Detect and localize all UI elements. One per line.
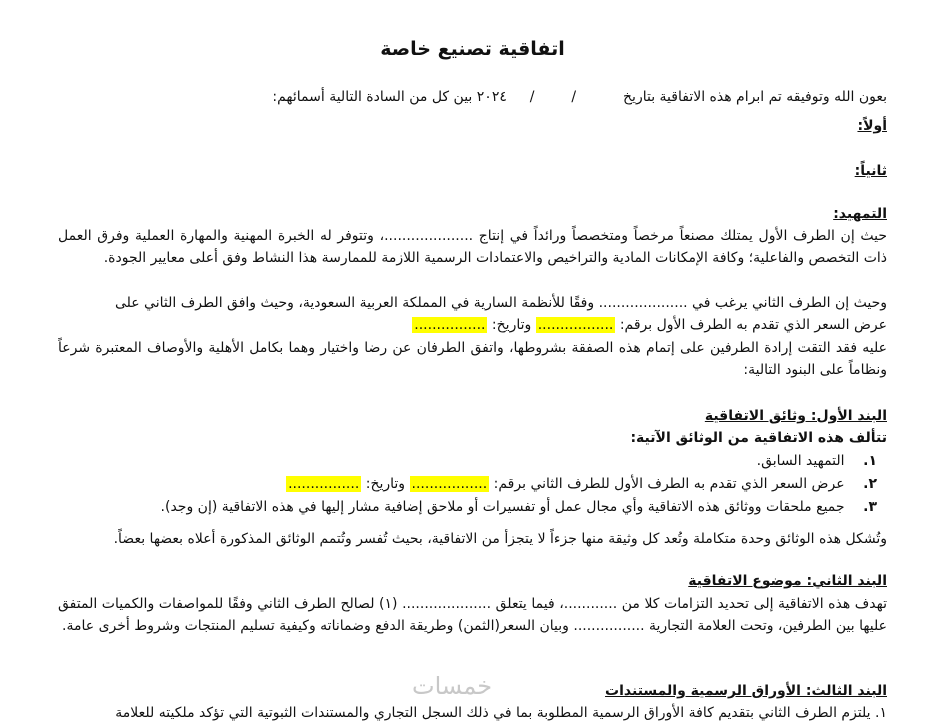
preamble-paragraph-1: حيث إن الطرف الأول يمتلك مصنعاً مرخصاً ومتخصصاً ورائداً في إنتاج ....................، وتتوفر له الخبرة المهنية والمهارة العملية وفرق العمل ذات التخصص والفاعلية؛ وكافة الإمكانات المادية والتراخيص والاعتمادات الرسمية اللازمة للممارسة هذا النشاط وفق أعلى معايير الجودة. — [58, 228, 887, 266]
intro-line — [58, 86, 887, 108]
clause1-offer-date-field: ................ — [288, 476, 360, 492]
intro-slash-2: / — [529, 89, 535, 105]
clause1-closing: وتُشكل هذه الوثائق وحدة متكاملة وتُعد كل وثيقة منها جزءاً لا يتجزأ من الاتفاقية، بحيث تُفسر وتُتمم الوثائق المذكورة أعلاه بعضها بعضاً. — [113, 531, 887, 547]
clause1-item-1 — [58, 450, 877, 472]
watermark-logo: خمسات — [412, 672, 493, 700]
clause1-item-number: ١. — [863, 453, 877, 469]
clause1-item-text: التمهيد السابق. — [756, 453, 845, 469]
clause3-heading: البند الثالث: الأوراق الرسمية والمستندات — [605, 683, 887, 699]
clause1-item-number: ٢. — [863, 476, 877, 492]
party-second-label: ثانياً: — [854, 163, 887, 179]
clause1-heading: البند الأول: وثائق الاتفاقية — [704, 408, 887, 424]
clause1-item-text: عرض السعر الذي تقدم به الطرف الأول للطرف الثاني برقم: — [493, 476, 845, 492]
preamble-offer-date-field: ................ — [414, 317, 486, 333]
preamble-paragraph-2: وحيث إن الطرف الثاني يرغب في .................... وفقًا للأنظمة السارية في المملكة العربية السعودية، وحيث وافق الطرف الثاني على — [114, 295, 887, 311]
preamble-offer-number-field: ................. — [537, 317, 614, 333]
party-first-label: أولاً: — [857, 118, 887, 134]
clause1-item-2 — [58, 473, 877, 495]
clause1-subheading: تتألف هذه الاتفاقية من الوثائق الآتية: — [630, 430, 887, 446]
clause3-paragraph: ١. يلتزم الطرف الثاني بتقديم كافة الأوراق الرسمية المطلوبة بما في ذلك السجل التجاري والمستندات الثبوتية التي تؤكد ملكيته للعلامة — [115, 705, 887, 721]
clause2-heading: البند الثاني: موضوع الاتفاقية — [688, 573, 887, 589]
intro-text-b: بين كل من السادة التالية أسمائهم: — [272, 89, 473, 105]
intro-slash-1: / — [571, 89, 577, 105]
intro-year: ٢٠٢٤ — [476, 89, 507, 105]
document-title: اتفاقية تصنيع خاصة — [380, 38, 565, 60]
intro-text-a: بعون الله وتوفيقه تم ابرام هذه الاتفاقية بتاريخ — [623, 89, 887, 105]
clause1-offer-number-field: ................. — [411, 476, 488, 492]
clause1-item-text: جميع ملحقات ووثائق هذه الاتفاقية وأي مجال عمل أو تفسيرات أو ملاحق إضافية مشار إليها في هذه الاتفاقية (إن وجد). — [160, 499, 845, 515]
clause1-date-label: وتاريخ: — [365, 476, 406, 492]
clause1-item-number: ٣. — [863, 499, 877, 515]
preamble-heading: التمهيد: — [833, 206, 887, 222]
preamble-offer-text: عرض السعر الذي تقدم به الطرف الأول برقم: — [619, 317, 887, 333]
preamble-paragraph-3 — [58, 314, 887, 336]
clause1-item-3 — [58, 496, 877, 518]
clause2-paragraph: تهدف هذه الاتفاقية إلى تحديد التزامات كلا من ............، فيما يتعلق .................... (١) لصالح الطرف الثاني وفقًا للمواصفات والكميات المتفق عليها بين الطرفين، وتحت العلامة التجارية ................ وبيان السعر(الثمن) وطريقة الدفع وضماناته وكيفية تسليم المنتجات وشروط أخرى عامة. — [58, 596, 887, 634]
preamble-date-label: وتاريخ: — [491, 317, 532, 333]
preamble-paragraph-4: عليه فقد التقت إرادة الطرفين على إتمام هذه الصفقة بشروطها، واتفق الطرفان عن رضا واختيار وهما بكامل الأهلية والأوصاف المعتبرة شرعاً ونظاماً على البنود التالية: — [58, 340, 887, 378]
